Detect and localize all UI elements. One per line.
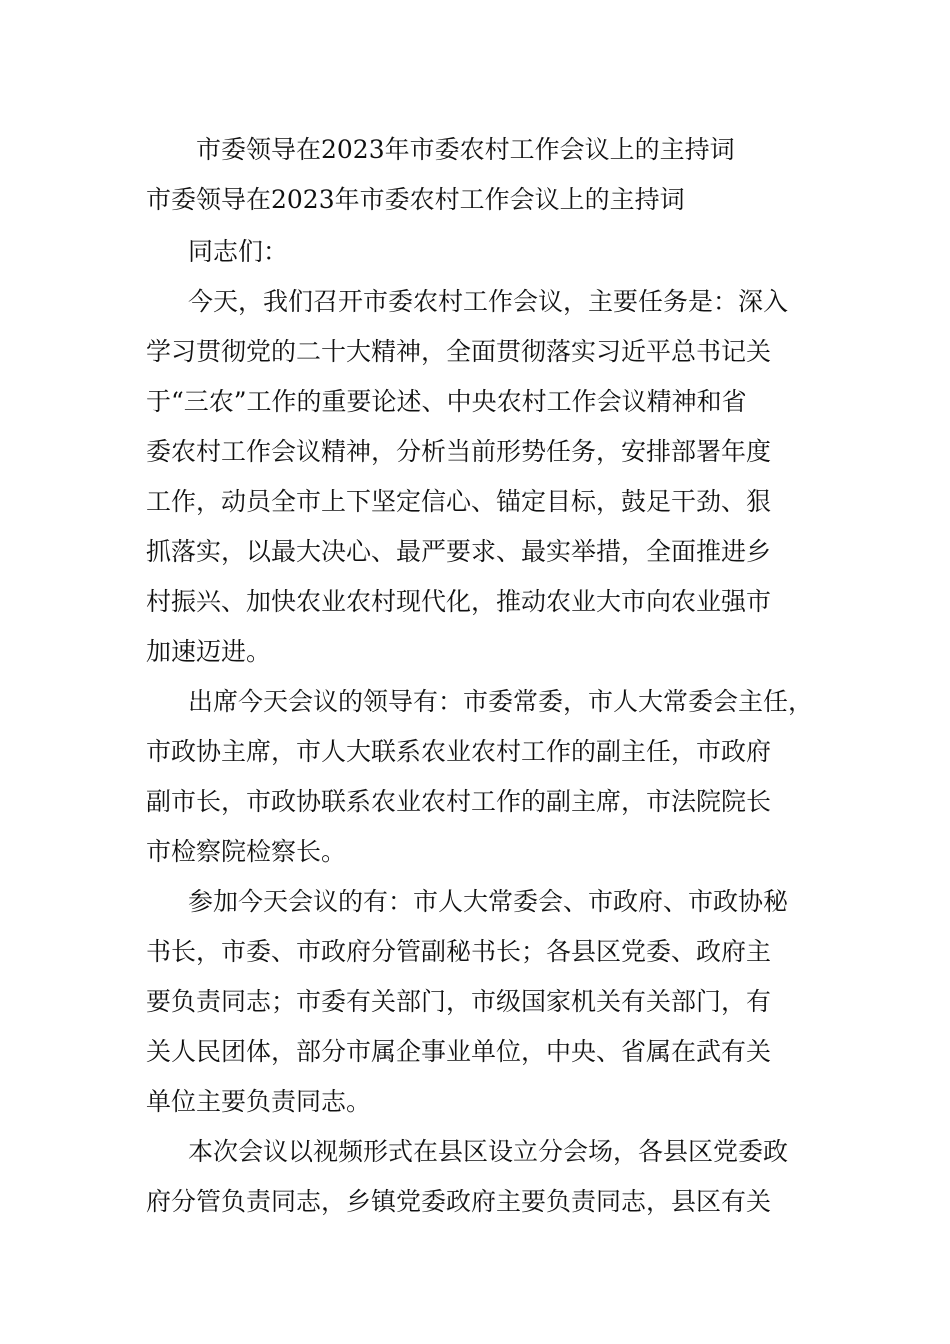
paragraph-line: 抓落实，以最大决心、最严要求、最实举措，全面推进乡 [146,537,772,566]
paragraph-line: 工作，动员全市上下坚定信心、锚定目标，鼓足干劲、狠 [146,487,772,516]
paragraph-4 [146,1127,816,1227]
paragraph-line: 参加今天会议的有：市人大常委会、市政府、市政协秘 [188,887,789,916]
document-title: 市委领导在2023年市委农村工作会议上的主持词 [196,135,735,164]
paragraph-line: 今天，我们召开市委农村工作会议，主要任务是：深入 [188,287,789,316]
paragraph-line: 府分管负责同志，乡镇党委政府主要负责同志，县区有关 [146,1187,772,1216]
paragraph-line: 出席今天会议的领导有：市委常委，市人大常委会主任， [188,687,814,716]
paragraph-2 [146,677,816,877]
paragraph-line: 于“三农”工作的重要论述、中央农村工作会议精神和省 [146,387,747,416]
paragraph-line: 要负责同志；市委有关部门，市级国家机关有关部门，有 [146,987,772,1016]
paragraph-line: 单位主要负责同志。 [146,1087,372,1116]
salutation [146,227,816,277]
paragraph-line: 学习贯彻党的二十大精神，全面贯彻落实习近平总书记关 [146,337,772,366]
document-subtitle: 市委领导在2023年市委农村工作会议上的主持词 [146,185,685,214]
paragraph-line: 委农村工作会议精神，分析当前形势任务，安排部署年度 [146,437,772,466]
paragraph-line: 市政协主席，市人大联系农业农村工作的副主任，市政府 [146,737,772,766]
paragraph-line: 市检察院检察长。 [146,837,347,866]
paragraph-line: 书长，市委、市政府分管副秘书长；各县区党委、政府主 [146,937,772,966]
paragraph-1 [146,277,816,677]
paragraph-line: 本次会议以视频形式在县区设立分会场，各县区党委政 [188,1137,789,1166]
paragraph-line: 村振兴、加快农业农村现代化，推动农业大市向农业强市 [146,587,772,616]
paragraph-line: 加速迈进。 [146,637,272,666]
paragraph-3 [146,877,816,1127]
paragraph-line: 关人民团体，部分市属企事业单位，中央、省属在武有关 [146,1037,772,1066]
document-body [146,227,816,1227]
salutation-line: 同志们： [188,237,289,266]
paragraph-line: 副市长，市政协联系农业农村工作的副主席，市法院院长 [146,787,772,816]
